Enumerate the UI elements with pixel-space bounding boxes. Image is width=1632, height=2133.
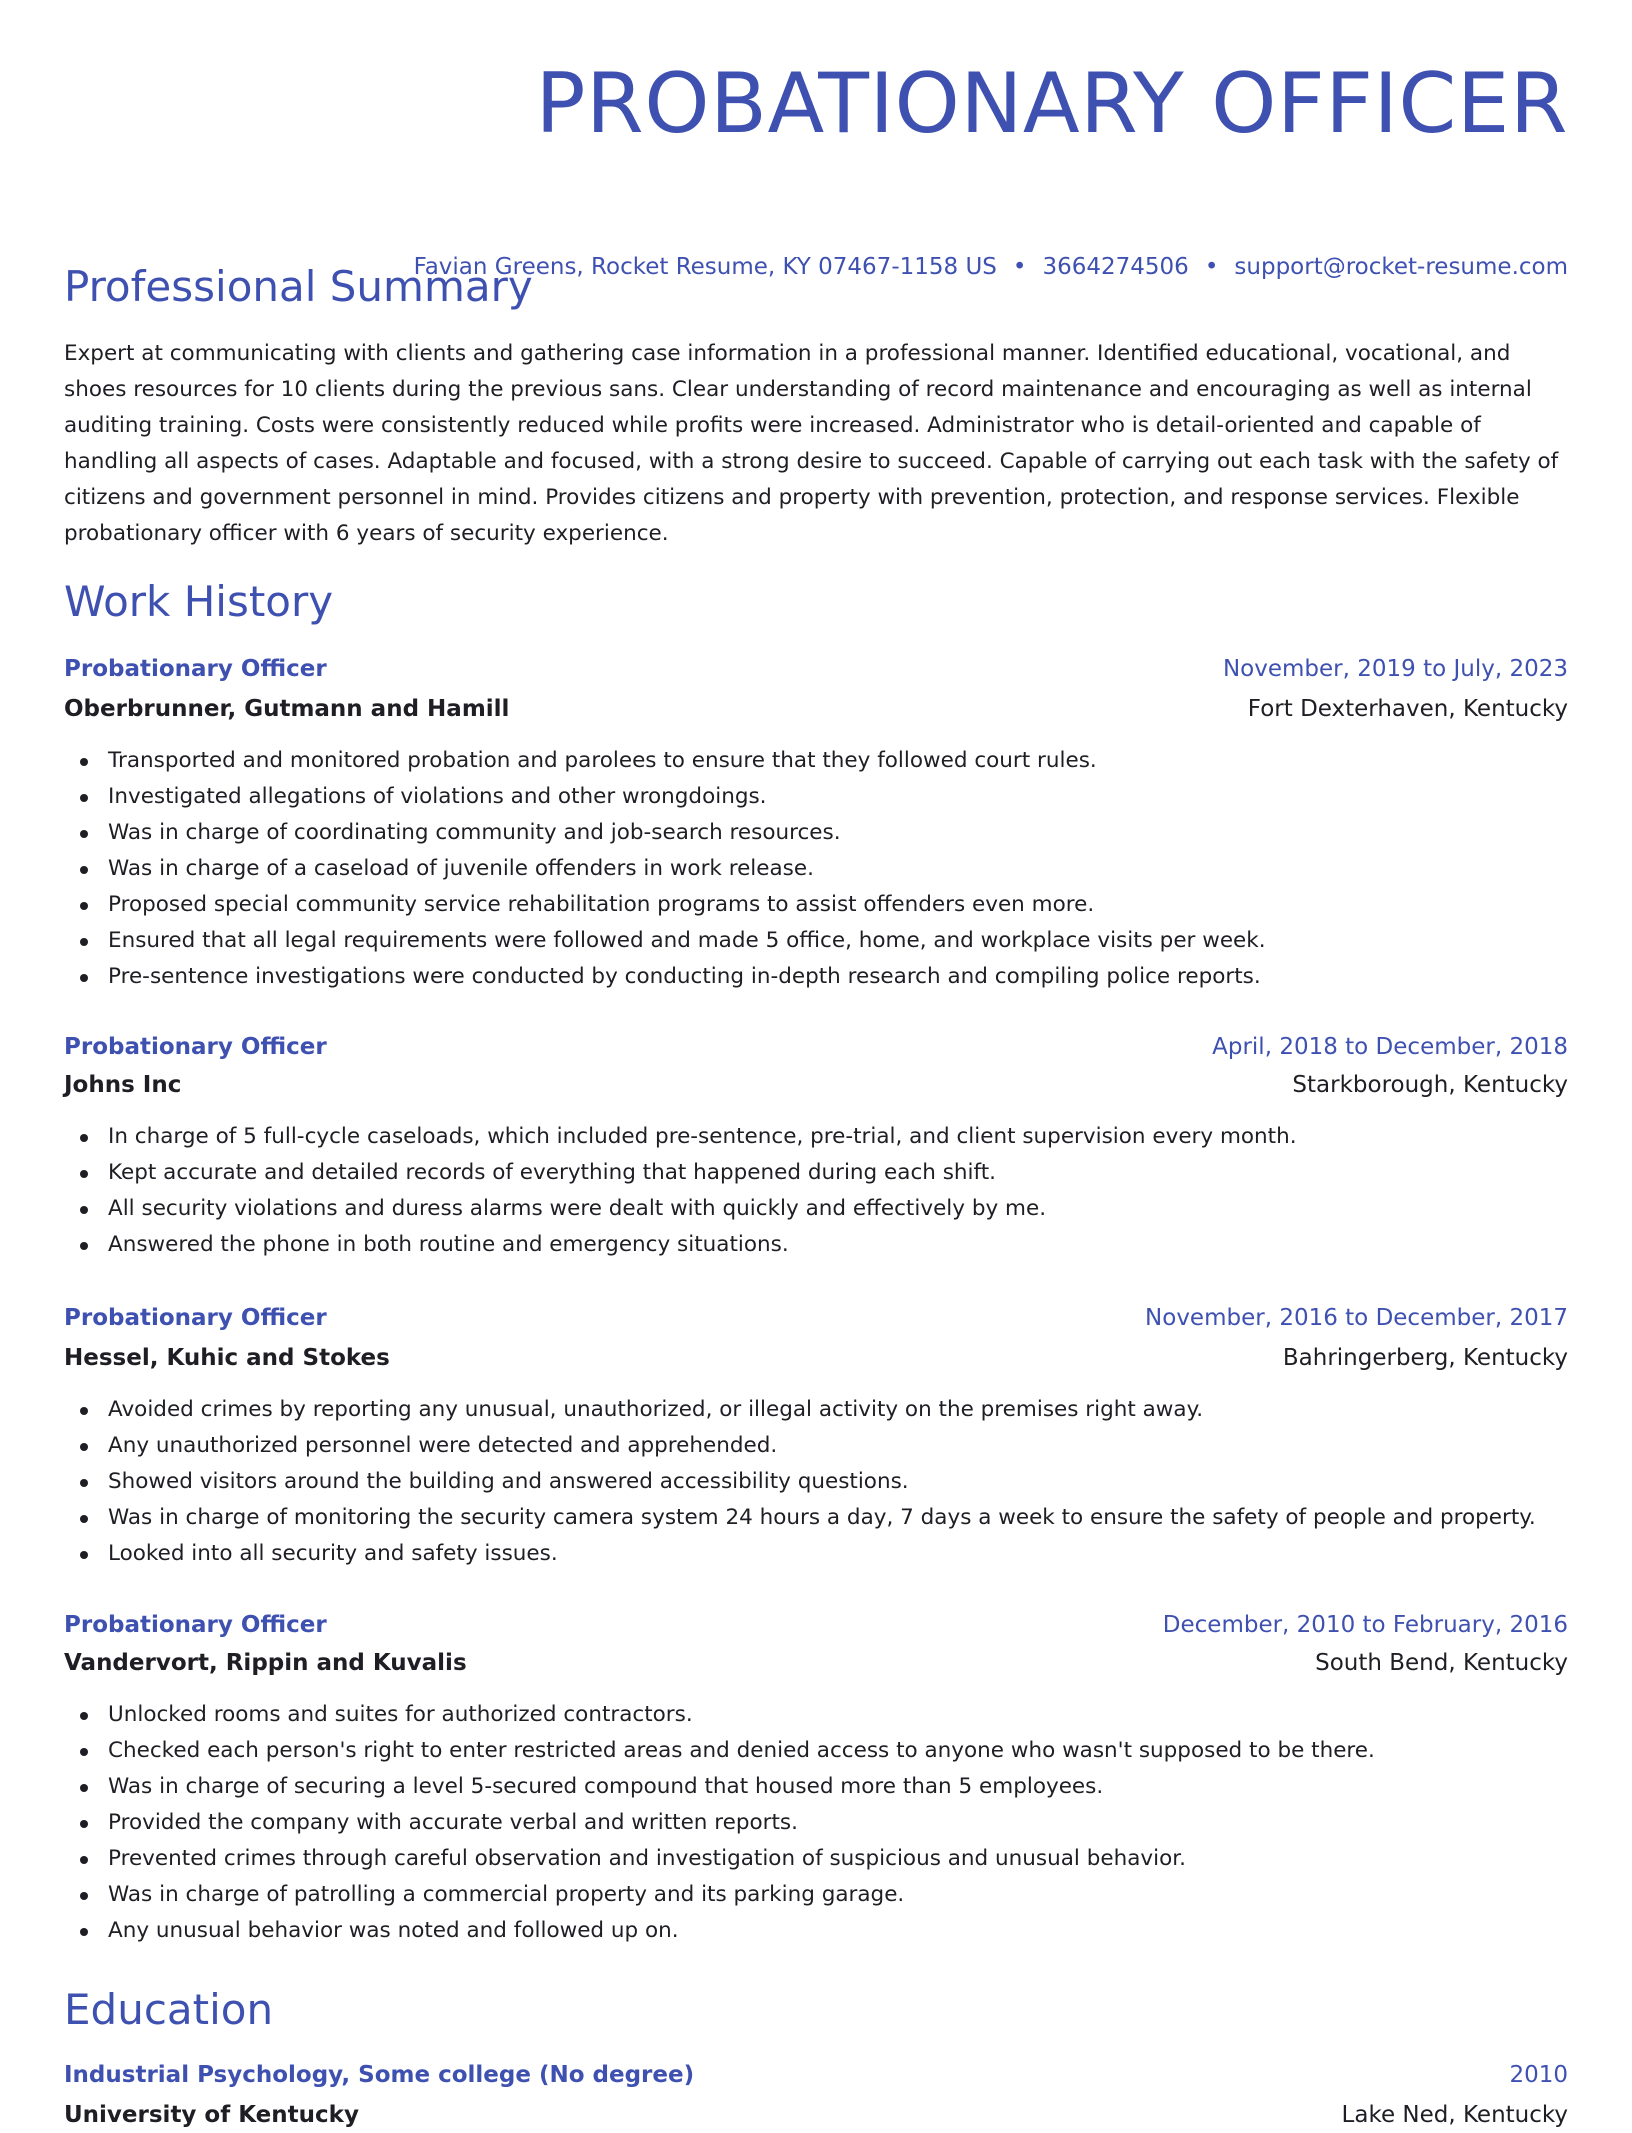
resume-title: PROBATIONARY OFFICER [535, 55, 1568, 152]
job-title: Probationary Officer [64, 1612, 327, 1638]
contact-line [414, 252, 1568, 282]
job-location: Bahringerberg, Kentucky [1282, 1345, 1568, 1371]
job-title: Probationary Officer [64, 1034, 327, 1060]
list-item: All security violations and duress alarms were dealt with quickly and effectively by me. [64, 1191, 1568, 1227]
list-item: Transported and monitored probation and parolees to ensure that they followed court rules. [64, 743, 1568, 779]
job-duties-list [64, 1697, 1568, 1949]
degree-title: Industrial Psychology, Some college (No degree) [64, 2062, 695, 2088]
job-location: South Bend, Kentucky [1315, 1650, 1568, 1676]
list-item: Was in charge of a caseload of juvenile offenders in work release. [64, 851, 1568, 887]
employer-name: Johns Inc [64, 1072, 182, 1098]
school-location: Lake Ned, Kentucky [1341, 2102, 1568, 2128]
list-item: Was in charge of securing a level 5-secured compound that housed more than 5 employees. [64, 1769, 1568, 1805]
education-year: 2010 [1509, 2062, 1568, 2088]
job-entry [64, 1607, 1568, 1949]
school-name: University of Kentucky [64, 2102, 359, 2128]
list-item: Proposed special community service rehabilitation programs to assist offenders even more. [64, 887, 1568, 923]
list-item: Showed visitors around the building and answered accessibility questions. [64, 1464, 1568, 1500]
job-dates: April, 2018 to December, 2018 [1212, 1034, 1568, 1060]
job-title: Probationary Officer [64, 1305, 327, 1331]
resume-page [64, 0, 1568, 2128]
list-item: Prevented crimes through careful observation and investigation of suspicious and unusual behavior. [64, 1841, 1568, 1877]
section-heading-work-history: Work History [64, 577, 334, 626]
list-item: Any unauthorized personnel were detected and apprehended. [64, 1428, 1568, 1464]
summary-text: Expert at communicating with clients and gathering case information in a professional manner. Identified educational, vocational, and shoes resources for 10 clients during the previous sans. Clear understanding of record maintenance and encouraging as well as internal auditing training. Costs were consistently reduced while profits were increased. Administrator who is detail-oriented and capable of handling all aspects of cases. Adaptable and focused, with a strong desire to succeed. Capable of carrying out each task with the safety of citizens and government personnel in mind. Provides citizens and property with prevention, protection, and response services. Flexible probationary officer with 6 years of security experience. [64, 341, 1559, 546]
job-entry [64, 651, 1568, 995]
employer-name: Vandervort, Rippin and Kuvalis [64, 1650, 467, 1676]
list-item: Checked each person's right to enter restricted areas and denied access to anyone who wasn't supposed to be there. [64, 1733, 1568, 1769]
job-duties-list [64, 1119, 1568, 1263]
list-item: Investigated allegations of violations and other wrongdoings. [64, 779, 1568, 815]
list-item: Was in charge of patrolling a commercial property and its parking garage. [64, 1877, 1568, 1913]
job-entry [64, 1300, 1568, 1572]
list-item: Unlocked rooms and suites for authorized contractors. [64, 1697, 1568, 1733]
contact-phone[interactable]: 3664274506 [1042, 254, 1189, 280]
list-item: Avoided crimes by reporting any unusual, unauthorized, or illegal activity on the premises right away. [64, 1392, 1568, 1428]
job-title: Probationary Officer [64, 656, 327, 682]
list-item: Answered the phone in both routine and emergency situations. [64, 1227, 1568, 1263]
separator-dot: • [1204, 254, 1219, 280]
section-heading-summary: Professional Summary [64, 262, 533, 311]
contact-address: Favian Greens, Rocket Resume, KY 07467-1158 US [413, 254, 997, 280]
separator-dot: • [1012, 254, 1027, 280]
list-item: Ensured that all legal requirements were followed and made 5 office, home, and workplace visits per week. [64, 923, 1568, 959]
employer-name: Hessel, Kuhic and Stokes [64, 1345, 390, 1371]
job-entry [64, 1029, 1568, 1263]
job-location: Fort Dexterhaven, Kentucky [1247, 696, 1568, 722]
list-item: Looked into all security and safety issues. [64, 1536, 1568, 1572]
job-dates: November, 2016 to December, 2017 [1145, 1305, 1568, 1331]
section-heading-education: Education [64, 1985, 274, 2034]
list-item: Was in charge of monitoring the security camera system 24 hours a day, 7 days a week to ensure the safety of people and property. [64, 1500, 1568, 1536]
job-dates: November, 2019 to July, 2023 [1222, 656, 1568, 682]
list-item: In charge of 5 full-cycle caseloads, which included pre-sentence, pre-trial, and client supervision every month. [64, 1119, 1568, 1155]
list-item: Kept accurate and detailed records of everything that happened during each shift. [64, 1155, 1568, 1191]
contact-email[interactable]: support@rocket-resume.com [1234, 254, 1568, 280]
employer-name: Oberbrunner, Gutmann and Hamill [64, 696, 510, 722]
job-duties-list [64, 743, 1568, 995]
job-duties-list [64, 1392, 1568, 1572]
list-item: Was in charge of coordinating community and job-search resources. [64, 815, 1568, 851]
job-location: Starkborough, Kentucky [1292, 1072, 1568, 1098]
education-entry [64, 2057, 1568, 2133]
list-item: Pre-sentence investigations were conducted by conducting in-depth research and compiling police reports. [64, 959, 1568, 995]
list-item: Provided the company with accurate verbal and written reports. [64, 1805, 1568, 1841]
job-dates: December, 2010 to February, 2016 [1162, 1612, 1568, 1638]
list-item: Any unusual behavior was noted and followed up on. [64, 1913, 1568, 1949]
